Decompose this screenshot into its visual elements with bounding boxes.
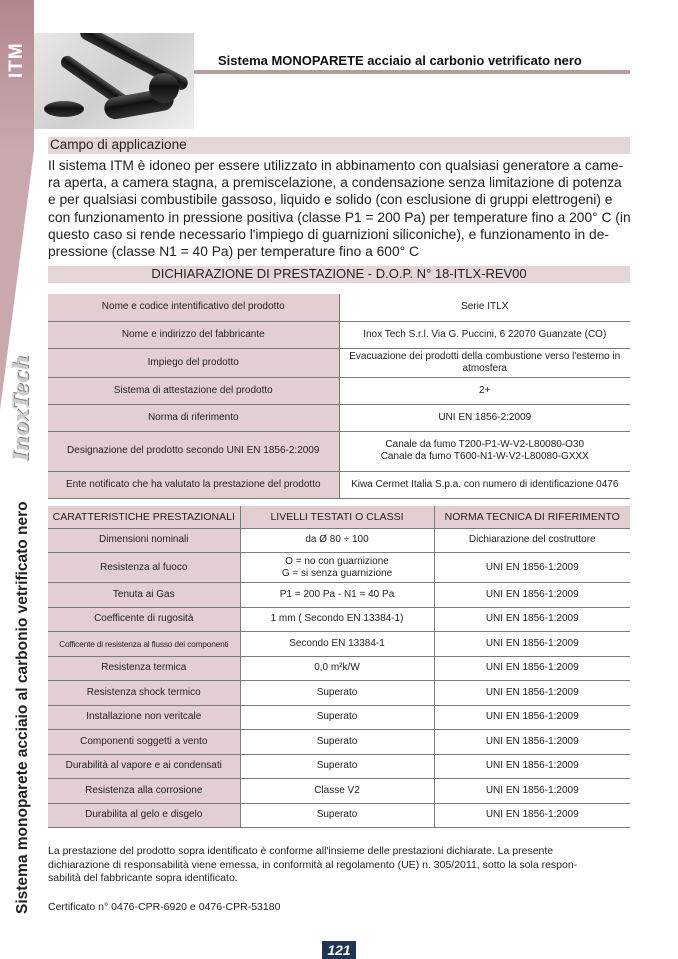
- table-row: [48, 730, 630, 755]
- info-value-line: Evacuazione dei prodotti della combustione verso l'esterno in: [349, 350, 621, 362]
- perf-level: Superato: [240, 803, 434, 828]
- info-value-line: Canale da fumo T200-P1-W-V2-L80080-O30: [385, 439, 585, 450]
- perf-characteristic: Tenuta ai Gas: [48, 583, 240, 608]
- perf-characteristic: Resistenza al fuoco: [48, 553, 240, 583]
- perf-characteristic: Cofficente di resistenza al flusso dei componenti: [48, 632, 240, 657]
- column-header: NORMA TECNICA DI RIFERIMENTO: [434, 506, 630, 528]
- perf-level: P1 = 200 Pa - N1 = 40 Pa: [240, 583, 434, 608]
- declaration-line: La prestazione del prodotto sopra identificato è conforme all'insieme delle prestazioni dichiarate. La presente: [48, 845, 554, 857]
- info-value: [339, 431, 630, 471]
- info-value: [339, 348, 630, 377]
- perf-characteristic: Dimensioni nominali: [48, 528, 240, 553]
- perf-norm: UNI EN 1856-1:2009: [434, 803, 630, 828]
- perf-level-line: O = no con guarnizione: [285, 555, 389, 567]
- info-value: Kiwa Cermet Italia S.p.a. con numero di identificazione 0476: [339, 471, 630, 498]
- campo-title: Campo di applicazione: [48, 137, 630, 154]
- table-row: [48, 803, 630, 828]
- campo-line: pressione (classe N1 = 40 Pa) per temperature fino a 600° C: [48, 244, 419, 260]
- table-row: [48, 754, 630, 779]
- perf-level: Superato: [240, 754, 434, 779]
- header-divider: [194, 70, 630, 74]
- info-label: Nome e indirizzo del fabbricante: [48, 321, 339, 348]
- table-row: [48, 294, 630, 321]
- table-row: [48, 321, 630, 348]
- perf-level: Superato: [240, 730, 434, 755]
- campo-line: ra aperta, a camera stagna, a premiscelazione, a condensazione senza limitazione di potenza: [48, 175, 622, 191]
- perf-characteristic: Resistenza termica: [48, 656, 240, 681]
- perf-level: Superato: [240, 705, 434, 730]
- table-header-row: [48, 506, 630, 528]
- brand-logo: InoxTech: [8, 355, 33, 462]
- perf-norm: UNI EN 1856-1:2009: [434, 779, 630, 804]
- info-value: Serie ITLX: [339, 294, 630, 321]
- table-row: [48, 583, 630, 608]
- itm-label: ITM: [6, 42, 27, 78]
- header-title: Sistema MONOPARETE acciaio al carbonio vetrificato nero: [218, 53, 582, 68]
- product-info-table: [48, 294, 630, 499]
- table-row: [48, 528, 630, 553]
- declaration-line: sabilità del fabbricante sopra identificato.: [48, 872, 238, 884]
- table-row: [48, 705, 630, 730]
- perf-characteristic: Coefficente di rugosità: [48, 607, 240, 632]
- table-row: [48, 779, 630, 804]
- perf-characteristic: Resistenza alla corrosione: [48, 779, 240, 804]
- campo-text: [48, 157, 632, 260]
- info-label: Impiego del prodotto: [48, 348, 339, 377]
- info-label: Designazione del prodotto secondo UNI EN 1856-2:2009: [48, 431, 339, 471]
- perf-norm: Dichiarazione del costruttore: [434, 528, 630, 553]
- campo-line: questo caso si rende necessario l'impiego di guarnizioni siliconiche), e funzionamento in de-: [48, 226, 609, 242]
- info-value-line: atmosfera: [462, 362, 507, 374]
- perf-characteristic: Resistenza shock termico: [48, 681, 240, 706]
- perf-norm: UNI EN 1856-1:2009: [434, 632, 630, 657]
- perf-characteristic: Installazione non veritcale: [48, 705, 240, 730]
- table-row: [48, 377, 630, 404]
- info-value: Inox Tech S.r.l. Via G. Puccini, 6 22070 Guanzate (CO): [339, 321, 630, 348]
- campo-line: Il sistema ITM è idoneo per essere utilizzato in abbinamento con qualsiasi generatore a came-: [48, 158, 624, 173]
- perf-norm: UNI EN 1856-1:2009: [434, 583, 630, 608]
- perf-level: Classe V2: [240, 779, 434, 804]
- page-number: 121: [322, 941, 356, 959]
- table-row: [48, 404, 630, 431]
- perf-level-line: G = si senza guarnizione: [281, 567, 393, 579]
- table-row: [48, 656, 630, 681]
- table-row: [48, 681, 630, 706]
- perf-characteristic: Durabilità al vapore e ai condensati: [48, 754, 240, 779]
- performance-table: [48, 506, 630, 828]
- table-row: [48, 632, 630, 657]
- perf-norm: UNI EN 1856-1:2009: [434, 607, 630, 632]
- perf-characteristic: Componenti soggetti a vento: [48, 730, 240, 755]
- perf-level: [240, 553, 434, 583]
- column-header: CARATTERISTICHE PRESTAZIONALI: [48, 506, 240, 528]
- perf-level: 1 mm ( Secondo EN 13384-1): [240, 607, 434, 632]
- perf-norm: UNI EN 1856-1:2009: [434, 754, 630, 779]
- info-label: Ente notificato che ha valutato la prestazione del prodotto: [48, 471, 339, 498]
- perf-level: Superato: [240, 681, 434, 706]
- perf-norm: UNI EN 1856-1:2009: [434, 705, 630, 730]
- column-header: LIVELLI TESTATI O CLASSI: [240, 506, 434, 528]
- info-value: 2+: [339, 377, 630, 404]
- product-photo: [34, 33, 194, 129]
- perf-characteristic: Durabilita al gelo e disgelo: [48, 803, 240, 828]
- certificate-number: Certificato n° 0476-CPR-6920 e 0476-CPR-53180: [48, 901, 281, 913]
- campo-line: con funzionamento in pressione positiva (classe P1 = 200 Pa) per temperature fino a 200° C (in: [48, 209, 631, 225]
- perf-level: Secondo EN 13384-1: [240, 632, 434, 657]
- perf-norm: UNI EN 1856-1:2009: [434, 730, 630, 755]
- info-label: Nome e codice intentificativo del prodotto: [48, 294, 339, 321]
- declaration-line: dichiarazione di responsabilità viene emessa, in conformità al regolamento (UE) n. 305/2011, sotto la sola respon-: [48, 858, 578, 871]
- table-row: [48, 553, 630, 583]
- declaration-text: [48, 845, 632, 886]
- table-row: [48, 348, 630, 377]
- dop-title: DICHIARAZIONE DI PRESTAZIONE - D.O.P. N° 18-ITLX-REV00: [48, 266, 630, 283]
- perf-norm: UNI EN 1856-1:2009: [434, 553, 630, 583]
- table-row: [48, 471, 630, 498]
- table-row: [48, 431, 630, 471]
- info-value-line: Canale da fumo T600-N1-W-V2-L80080-GXXX: [380, 451, 589, 462]
- perf-level: da Ø 80 ÷ 100: [240, 528, 434, 553]
- perf-norm: UNI EN 1856-1:2009: [434, 681, 630, 706]
- table-row: [48, 607, 630, 632]
- perf-level: 0,0 m²k/W: [240, 656, 434, 681]
- info-label: Sistema di attestazione del prodotto: [48, 377, 339, 404]
- perf-norm: UNI EN 1856-1:2009: [434, 656, 630, 681]
- info-label: Norma di riferimento: [48, 404, 339, 431]
- info-value: UNI EN 1856-2:2009: [339, 404, 630, 431]
- campo-line: e per qualsiasi combustibile gassoso, liquido e solido (con esclusione di gruppi elettrogeni) e: [48, 192, 613, 208]
- system-vertical-title: Sistema monoparete acciaio al carbonio vetrificato nero: [14, 501, 31, 914]
